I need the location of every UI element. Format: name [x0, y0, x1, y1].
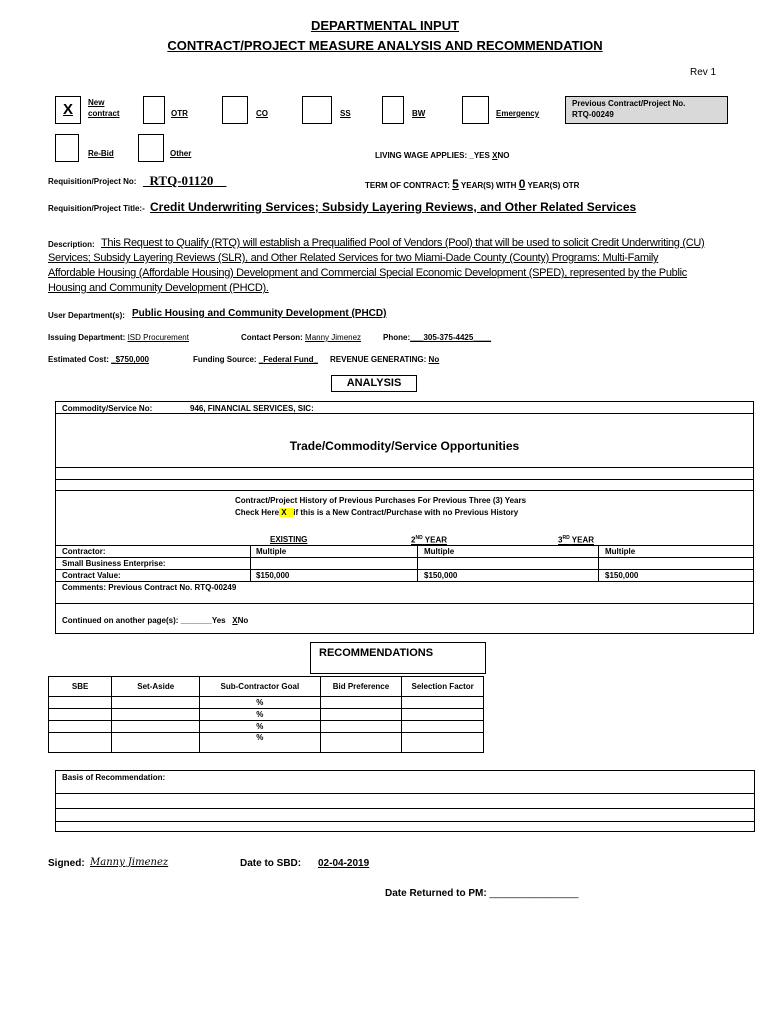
co-label: CO: [256, 109, 268, 118]
analysis-heading: ANALYSIS: [331, 375, 417, 392]
col-existing: EXISTING: [270, 535, 308, 544]
phone: Phone:___305-375-4425____: [383, 333, 492, 342]
ss-checkbox[interactable]: [302, 96, 332, 124]
revision-label: Rev 1: [690, 67, 717, 78]
description-line-1: This Request to Qualify (RTQ) will establish a Prequalified Pool of Vendors (Pool) that will be used to solicit Credit Underwriting (CU): [101, 237, 705, 249]
contract-value-third-year: $150,000: [605, 571, 639, 580]
living-wage: LIVING WAGE APPLIES: _YES XNO: [375, 151, 510, 160]
continued-on-another-page: Continued on another page(s): _______Yes XNo: [62, 616, 249, 625]
otr-checkbox[interactable]: [143, 96, 165, 124]
signature: Manny Jimenez: [90, 857, 169, 868]
opportunities-heading: Trade/Commodity/Service Opportunities: [289, 439, 520, 453]
signed-label: Signed:: [48, 858, 85, 869]
estimated-cost: Estimated Cost: _$750,000: [48, 355, 149, 364]
project-title-value: Credit Underwriting Services; Subsidy Layering Reviews, and Other Related Services: [150, 200, 637, 214]
col-set-aside: Set-Aside: [112, 677, 200, 697]
description-label: Description:: [48, 240, 95, 249]
previous-contract-box: Previous Contract/Project No. RTQ-00249: [565, 96, 728, 124]
term-of-contract: TERM OF CONTRACT: 5 YEAR(S) WITH 0 YEAR(S) OTR: [365, 177, 580, 191]
requisition-label: Requisition/Project No:: [48, 177, 137, 186]
analysis-table: [55, 401, 754, 634]
description-line-3: Affordable Housing (Affordable Housing) Development and Commercial Special Economic Development (SPED), represented by the Public: [48, 267, 687, 279]
ss-label: SS: [340, 109, 351, 118]
new-contract-checkbox[interactable]: X: [55, 96, 81, 124]
requisition-value: _RTQ-01120__: [143, 173, 227, 188]
history-check: Check Here X if this is a New Contract/Purchase with no Previous History: [235, 508, 519, 517]
contract-value-existing: $150,000: [256, 571, 290, 580]
date-returned-to-pm: Date Returned to PM: ________________: [385, 888, 579, 899]
goal-percent-3: %: [200, 721, 320, 733]
contractor-third-year: Multiple: [605, 547, 636, 556]
col-second-year: 2ND YEAR: [411, 535, 447, 545]
contract-value-second-year: $150,000: [424, 571, 458, 580]
commodity-label: Commodity/Service No:: [62, 404, 153, 413]
document-title: DEPARTMENTAL INPUT: [310, 18, 460, 33]
new-contract-label: New contract: [88, 98, 120, 118]
col-subcontractor-goal: Sub-Contractor Goal: [200, 677, 320, 697]
otr-label: OTR: [171, 109, 188, 118]
other-checkbox[interactable]: [138, 134, 164, 162]
project-title-label: Requisition/Project Title:-: [48, 204, 145, 213]
emergency-checkbox[interactable]: [462, 96, 489, 124]
description-line-4: Housing and Community Development (PHCD).: [48, 282, 269, 294]
user-department-value: Public Housing and Community Development (PHCD): [132, 308, 387, 319]
goal-percent-2: %: [200, 709, 320, 721]
contact-person: Contact Person: Manny Jimenez: [241, 333, 362, 342]
goal-percent-4: %: [200, 733, 320, 753]
rebid-label: Re-Bid: [88, 149, 114, 158]
col-selection-factor: Selection Factor: [402, 677, 484, 697]
contractor-existing: Multiple: [256, 547, 287, 556]
date-to-sbd-value: 02-04-2019: [318, 858, 370, 869]
bw-label: BW: [412, 109, 426, 118]
row-contract-value-label: Contract Value:: [62, 571, 121, 580]
commodity-value: 946, FINANCIAL SERVICES, SIC:: [190, 404, 314, 413]
rebid-checkbox[interactable]: [55, 134, 79, 162]
funding-source: Funding Source: _Federal Fund_: [193, 355, 318, 364]
user-department-label: User Department(s):: [48, 311, 125, 320]
recommendations-heading: RECOMMENDATIONS: [310, 642, 486, 674]
col-bid-preference: Bid Preference: [320, 677, 402, 697]
co-checkbox[interactable]: [222, 96, 248, 124]
revenue-generating: REVENUE GENERATING: No: [330, 355, 440, 364]
bw-checkbox[interactable]: [382, 96, 404, 124]
comments: Comments: Previous Contract No. RTQ-00249: [62, 583, 237, 592]
issuing-department: Issuing Department: ISD Procurement: [48, 333, 189, 342]
history-line: Contract/Project History of Previous Purchases For Previous Three (3) Years: [235, 496, 527, 505]
emergency-label: Emergency: [496, 109, 540, 118]
goal-percent-1: %: [200, 697, 320, 709]
description-line-2: Services; Subsidy Layering Reviews (SLR), and Other Related Services for two Miami-Dade County (County) Programs: Multi-Family: [48, 252, 659, 264]
row-contractor-label: Contractor:: [62, 547, 106, 556]
document-subtitle: CONTRACT/PROJECT MEASURE ANALYSIS AND RECOMMENDATION: [167, 38, 603, 53]
basis-of-recommendation-label: Basis of Recommendation:: [62, 773, 166, 782]
row-sbe-label: Small Business Enterprise:: [62, 559, 166, 568]
contractor-second-year: Multiple: [424, 547, 455, 556]
date-to-sbd-label: Date to SBD:: [240, 858, 302, 869]
recommendations-table: [48, 676, 484, 753]
col-third-year: 3RD YEAR: [558, 535, 594, 545]
other-label: Other: [170, 149, 192, 158]
col-sbe: SBE: [49, 677, 112, 697]
